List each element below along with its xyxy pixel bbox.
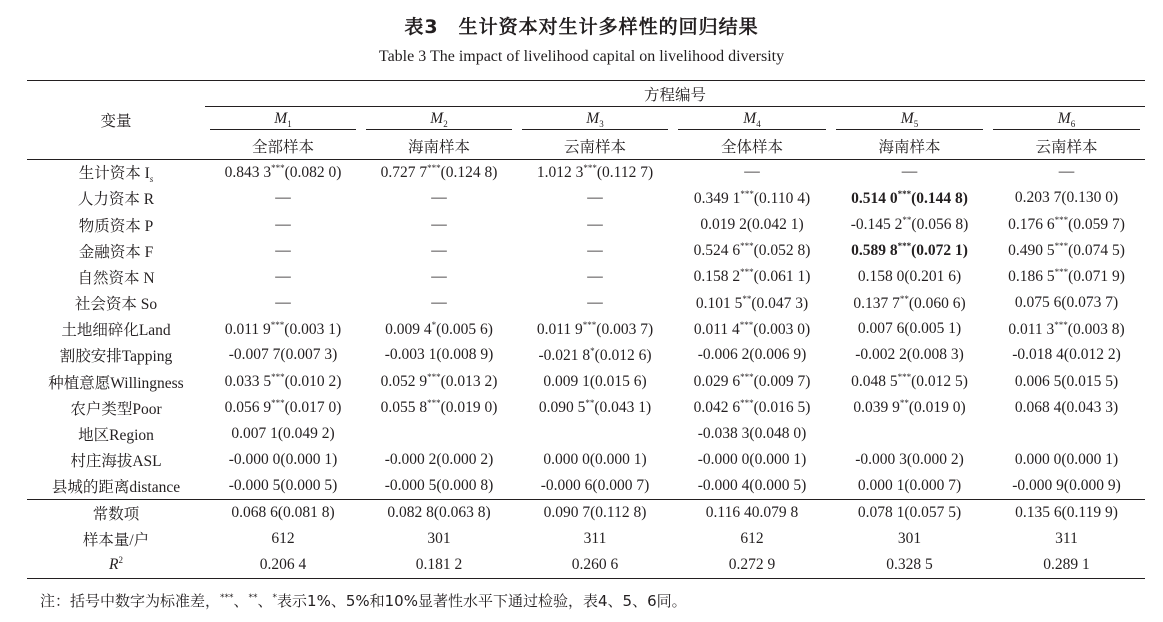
table-cell: -0.018 4(0.012 2): [1012, 346, 1121, 364]
row-variable: 社会资本 So: [74, 296, 158, 314]
table-footer: [27, 500, 1145, 579]
table-cell: 0.039 9**(0.019 0): [853, 398, 966, 417]
model-header: $M_4$: [673, 107, 831, 133]
table-row: [27, 264, 1145, 290]
table-body: [27, 159, 1145, 499]
row-variable: 割胶安排Tapping: [59, 348, 173, 366]
table-cell: 0.116 40.079 8: [705, 503, 799, 521]
table-cell: —: [587, 267, 603, 285]
table-cell: 0.007 6(0.005 1): [857, 320, 962, 338]
table-cell: -0.000 5(0.000 5): [228, 477, 338, 495]
table-cell: —: [275, 189, 291, 207]
row-variable: 常数项: [92, 505, 140, 523]
sample-header: 海南样本: [831, 133, 988, 159]
row-variable: 生计资本 $I_s$: [78, 164, 154, 184]
row-variable: 样本量/户: [82, 531, 150, 549]
row-variable: 金融资本 F: [78, 243, 154, 261]
table-row: [27, 369, 1145, 395]
table-cell: —: [275, 294, 291, 312]
table-row: [27, 238, 1145, 264]
model-header: $M_1$: [205, 107, 361, 133]
table-cell: 0.176 6***(0.059 7): [1008, 214, 1125, 234]
table-cell: 0.011 3***(0.003 8): [1008, 319, 1125, 338]
table-cell: -0.002 2(0.008 3): [855, 346, 964, 364]
table-row: [27, 185, 1145, 211]
table-cell: 0.289 1: [1043, 555, 1090, 573]
table-cell: —: [431, 294, 447, 312]
table-row: [27, 290, 1145, 316]
table-note: 注：括号中数字为标准差，***、**、*表示1%、5%和10%显著性水平下通过检验，表4、5、6同。: [40, 592, 687, 610]
table-cell: 0.055 8***(0.019 0): [380, 398, 498, 417]
table-cell: 0.011 9***(0.003 7): [536, 319, 654, 338]
table-row: [27, 159, 1145, 185]
table-cell: -0.038 3(0.048 0): [697, 425, 807, 443]
table-cell: 0.033 5***(0.010 2): [224, 372, 342, 391]
row-variable: 村庄海拔ASL: [70, 453, 162, 471]
table-cell: 0.328 5: [886, 555, 933, 573]
table-cell: -0.000 3(0.000 2): [855, 451, 964, 469]
table-cell: —: [275, 267, 291, 285]
table-cell: -0.000 4(0.000 5): [697, 477, 807, 495]
table-cell: 0.490 5***(0.074 5): [1008, 241, 1125, 260]
table-cell: 0.203 7(0.130 0): [1014, 189, 1119, 207]
table-cell: —: [431, 189, 447, 207]
table-cell: —: [744, 163, 760, 181]
table-cell: 0.843 3***(0.082 0): [224, 162, 342, 181]
table-row: [27, 316, 1145, 342]
table-cell: 0.009 1(0.015 6): [543, 372, 647, 390]
table-cell: 0.078 1(0.057 5): [857, 503, 962, 521]
table-cell: —: [431, 215, 447, 233]
table-cell: -0.003 1(0.008 9): [384, 346, 494, 364]
table-cell: —: [587, 215, 603, 233]
table-cell: 612: [740, 529, 764, 547]
table-cell: -0.000 2(0.000 2): [384, 451, 494, 469]
table-cell: 0.260 6: [571, 555, 619, 573]
table-cell: 0.006 5(0.015 5): [1014, 372, 1119, 390]
table-cell: 0.589 8***(0.072 1): [851, 241, 968, 260]
table-row: [27, 395, 1145, 421]
sample-header: 云南样本: [988, 133, 1145, 159]
table-cell: 0.090 7(0.112 8): [543, 503, 647, 521]
row-variable: 自然资本 N: [77, 269, 155, 287]
table-cell: 0.349 1***(0.110 4): [693, 188, 811, 207]
table-row: [27, 500, 1145, 526]
table-title-cn: 表3 生计资本对生计多样性的回归结果: [404, 16, 759, 38]
table-cell: 0.181 2: [415, 555, 463, 573]
row-variable: 地区Region: [78, 427, 154, 445]
table-cell: 0.048 5***(0.012 5): [851, 372, 968, 391]
row-variable: 土地细碎化Land: [61, 322, 171, 340]
table-cell: 0.068 4(0.043 3): [1014, 398, 1119, 416]
table-cell: 0.101 5**(0.047 3): [695, 293, 809, 312]
table-cell: 0.056 9***(0.017 0): [224, 398, 342, 417]
table-cell: 0.011 9***(0.003 1): [224, 319, 342, 338]
table-cell: 0.042 6***(0.016 5): [693, 398, 811, 417]
table-cell: —: [275, 215, 291, 233]
sample-header: 云南样本: [517, 133, 673, 159]
regression-table: [27, 80, 1145, 579]
table-cell: -0.000 0(0.000 1): [228, 451, 338, 469]
table-row: [27, 211, 1145, 237]
row-variable: 农户类型Poor: [70, 400, 162, 418]
table-cell: 0.009 4*(0.005 6): [385, 319, 493, 338]
table-cell: 1.012 3***(0.112 7): [536, 162, 654, 181]
model-header: $M_5$: [831, 107, 988, 133]
table-cell: [361, 421, 517, 447]
table-row: [27, 421, 1145, 447]
table-cell: 301: [897, 529, 922, 547]
model-header: $M_2$: [361, 107, 517, 133]
table-cell: 0.052 9***(0.013 2): [380, 372, 498, 391]
table-cell: -0.145 2**(0.056 8): [850, 214, 969, 234]
table-row: [27, 552, 1145, 578]
table-cell: 0.019 2(0.042 1): [700, 215, 804, 233]
table-cell: -0.000 5(0.000 8): [384, 477, 494, 495]
table-cell: -0.000 6(0.000 7): [540, 477, 650, 495]
table-cell: 0.135 6(0.119 9): [1015, 503, 1118, 521]
row-variable: $R^2$: [109, 555, 123, 574]
table-cell: —: [587, 241, 603, 259]
row-variable: 县城的距离distance: [51, 479, 181, 497]
table-cell: 0.524 6***(0.052 8): [693, 241, 811, 260]
table-cell: 311: [1055, 529, 1078, 547]
table-cell: —: [275, 241, 291, 259]
model-header: $M_6$: [988, 107, 1145, 133]
table-cell: 0.727 7***(0.124 8): [380, 162, 498, 181]
table-cell: 0.272 9: [728, 555, 776, 573]
table-cell: -0.006 2(0.006 9): [697, 346, 807, 364]
table-cell: 0.000 1(0.000 7): [857, 477, 962, 495]
table-cell: 0.007 1(0.049 2): [231, 425, 335, 443]
table-cell: —: [431, 241, 447, 259]
sample-header: 全体样本: [673, 133, 831, 159]
sample-header: 海南样本: [361, 133, 517, 159]
sample-header: 全部样本: [205, 133, 361, 159]
equation-group-header: 方程编号: [205, 81, 1145, 107]
table-cell: 0.068 6(0.081 8): [231, 503, 335, 521]
table-cell: -0.000 9(0.000 9): [1012, 477, 1121, 495]
table-cell: 0.075 6(0.073 7): [1014, 294, 1119, 312]
table-cell: —: [587, 294, 603, 312]
table-cell: 0.158 2***(0.061 1): [693, 267, 811, 286]
table-row: [27, 342, 1145, 368]
table-cell: 612: [271, 529, 295, 547]
table-cell: 311: [583, 529, 607, 547]
table-cell: 0.514 0***(0.144 8): [851, 188, 968, 207]
table-cell: 0.000 0(0.000 1): [543, 451, 647, 469]
model-header: $M_3$: [517, 107, 673, 133]
table-cell: —: [587, 189, 603, 207]
row-variable: 人力资本 R: [77, 191, 155, 209]
table-row: [27, 473, 1145, 499]
row-variable: 物质资本 P: [78, 217, 154, 235]
table-cell: 0.029 6***(0.009 7): [693, 372, 811, 391]
table-cell: 301: [427, 529, 451, 547]
table-cell: 0.082 8(0.063 8): [387, 503, 491, 521]
table-cell: 0.000 0(0.000 1): [1014, 451, 1119, 469]
table-cell: [831, 421, 988, 447]
table-cell: —: [431, 267, 447, 285]
row-variable: 种植意愿Willingness: [48, 374, 184, 392]
table-row: [27, 447, 1145, 473]
table-cell: 0.011 4***(0.003 0): [693, 319, 811, 338]
table-cell: -0.021 8*(0.012 6): [538, 345, 652, 365]
table-row: [27, 526, 1145, 552]
table-title-en: Table 3 The impact of livelihood capital on livelihood diversity: [378, 48, 785, 65]
variable-header: 变量: [100, 112, 132, 130]
table-cell: -0.000 0(0.000 1): [697, 451, 807, 469]
table-cell: —: [1058, 163, 1075, 181]
table-cell: 0.090 5**(0.043 1): [538, 398, 652, 417]
table-cell: 0.158 0(0.201 6): [857, 267, 962, 285]
table-cell: 0.137 7**(0.060 6): [853, 293, 966, 312]
table-cell: 0.186 5***(0.071 9): [1008, 267, 1125, 286]
table-cell: [517, 421, 673, 447]
table-cell: —: [901, 163, 918, 181]
table-cell: [988, 421, 1145, 447]
table-cell: -0.007 7(0.007 3): [228, 346, 338, 364]
table-cell: 0.206 4: [259, 555, 307, 573]
